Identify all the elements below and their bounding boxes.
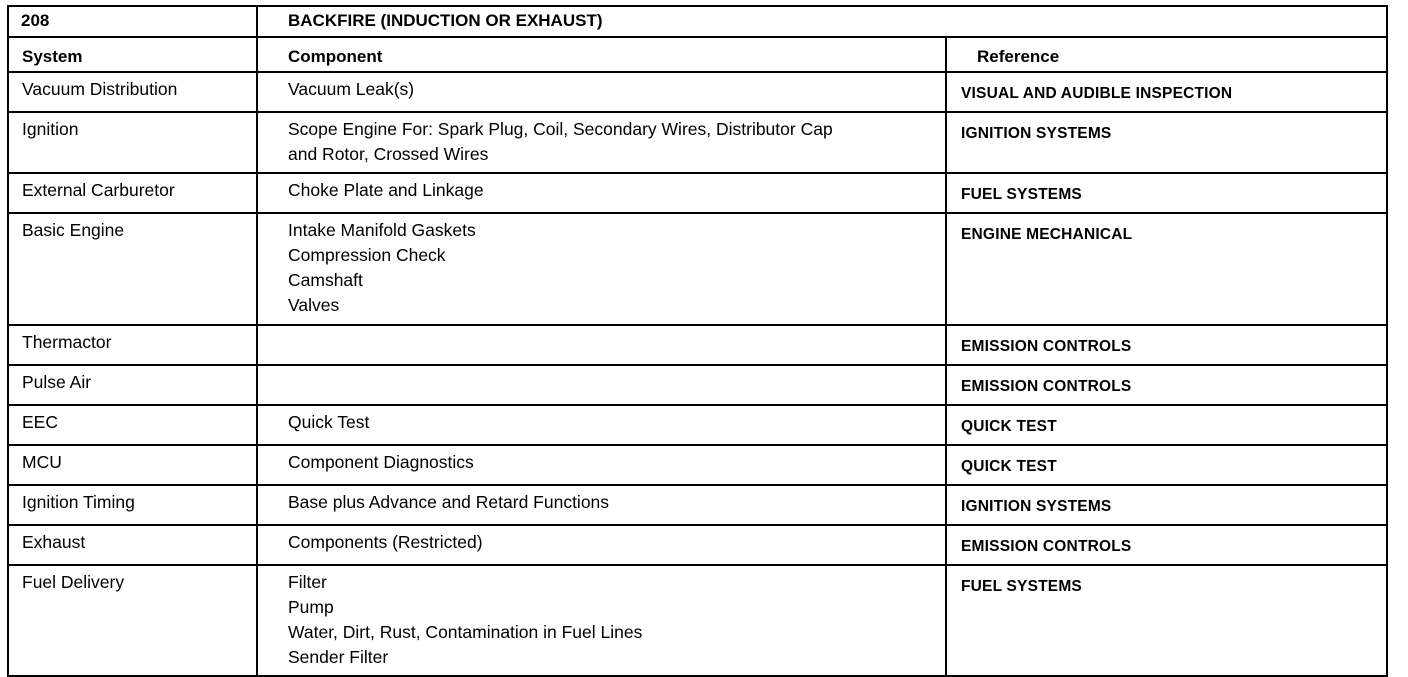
column-header-reference: Reference xyxy=(946,37,1386,72)
component-cell xyxy=(257,325,946,365)
component-line: Components (Restricted) xyxy=(288,532,483,552)
reference-cell: EMISSION CONTROLS xyxy=(946,325,1386,365)
component-line: and Rotor, Crossed Wires xyxy=(288,144,489,164)
reference-cell: FUEL SYSTEMS xyxy=(946,565,1386,675)
component-cell xyxy=(257,445,946,485)
table-row xyxy=(9,405,1386,445)
reference-cell: QUICK TEST xyxy=(946,445,1386,485)
table-row xyxy=(9,213,1386,325)
diagnostic-table-sheet xyxy=(7,5,1388,677)
component-cell xyxy=(257,213,946,325)
system-cell: Ignition Timing xyxy=(9,485,257,525)
table-row xyxy=(9,365,1386,405)
table-row xyxy=(9,565,1386,675)
component-cell xyxy=(257,405,946,445)
system-cell: Basic Engine xyxy=(9,213,257,325)
component-line: Water, Dirt, Rust, Contamination in Fuel Lines xyxy=(288,622,643,642)
reference-cell: FUEL SYSTEMS xyxy=(946,173,1386,213)
component-line: Pump xyxy=(288,597,334,617)
component-cell xyxy=(257,173,946,213)
table-title: BACKFIRE (INDUCTION OR EXHAUST) xyxy=(257,7,1386,37)
table-row xyxy=(9,445,1386,485)
component-line: Sender Filter xyxy=(288,647,389,667)
component-line: Filter xyxy=(288,572,327,592)
table-row xyxy=(9,173,1386,213)
table-row xyxy=(9,112,1386,173)
reference-cell: QUICK TEST xyxy=(946,405,1386,445)
table-row xyxy=(9,72,1386,112)
table-row xyxy=(9,325,1386,365)
table-row xyxy=(9,525,1386,565)
component-line: Base plus Advance and Retard Functions xyxy=(288,492,610,512)
component-line: Vacuum Leak(s) xyxy=(288,79,415,99)
system-cell: External Carburetor xyxy=(9,173,257,213)
column-header-row xyxy=(9,37,1386,72)
column-header-component: Component xyxy=(257,37,946,72)
table-title-row xyxy=(9,7,1386,37)
test-code: 208 xyxy=(9,7,257,37)
component-cell xyxy=(257,72,946,112)
reference-cell: EMISSION CONTROLS xyxy=(946,365,1386,405)
system-cell: Exhaust xyxy=(9,525,257,565)
component-line: Intake Manifold Gaskets xyxy=(288,220,476,240)
system-cell: EEC xyxy=(9,405,257,445)
component-line: Quick Test xyxy=(288,412,370,432)
component-line: Valves xyxy=(288,295,340,315)
component-line: Compression Check xyxy=(288,245,446,265)
component-line: Camshaft xyxy=(288,270,363,290)
component-line: Choke Plate and Linkage xyxy=(288,180,484,200)
component-line: Scope Engine For: Spark Plug, Coil, Secondary Wires, Distributor Cap xyxy=(288,119,833,139)
component-cell xyxy=(257,365,946,405)
component-cell xyxy=(257,525,946,565)
system-cell: Pulse Air xyxy=(9,365,257,405)
system-cell: MCU xyxy=(9,445,257,485)
reference-cell: IGNITION SYSTEMS xyxy=(946,485,1386,525)
table-body xyxy=(9,72,1386,675)
system-cell: Vacuum Distribution xyxy=(9,72,257,112)
component-cell xyxy=(257,112,946,173)
component-line: Component Diagnostics xyxy=(288,452,474,472)
reference-cell: EMISSION CONTROLS xyxy=(946,525,1386,565)
component-cell xyxy=(257,485,946,525)
component-cell xyxy=(257,565,946,675)
system-cell: Ignition xyxy=(9,112,257,173)
reference-cell: VISUAL AND AUDIBLE INSPECTION xyxy=(946,72,1386,112)
reference-cell: IGNITION SYSTEMS xyxy=(946,112,1386,173)
reference-cell: ENGINE MECHANICAL xyxy=(946,213,1386,325)
system-cell: Thermactor xyxy=(9,325,257,365)
diagnostic-table xyxy=(9,7,1386,675)
table-row xyxy=(9,485,1386,525)
system-cell: Fuel Delivery xyxy=(9,565,257,675)
column-header-system: System xyxy=(9,37,257,72)
